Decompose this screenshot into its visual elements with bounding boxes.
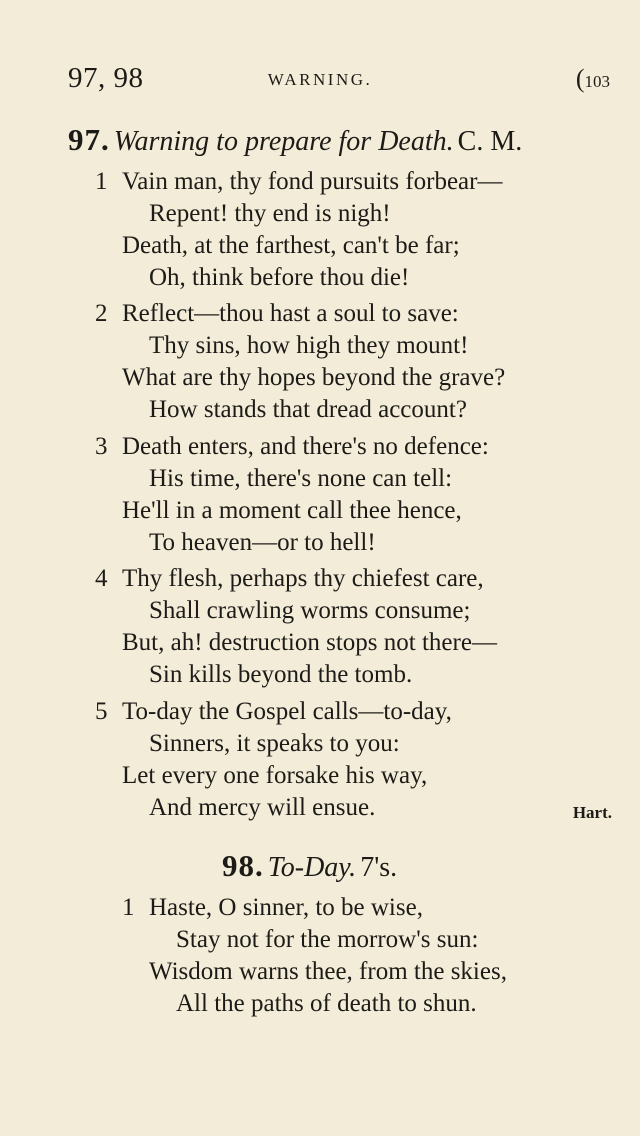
verse-line: 3 Death enters, and there's no defence: xyxy=(95,431,489,463)
hymn-number: 98. xyxy=(222,848,264,883)
verse-line: And mercy will ensue. xyxy=(149,794,376,821)
hymn-title-text: To-Day. xyxy=(267,852,357,883)
verse-number: 1 xyxy=(95,168,108,195)
verse-line: He'll in a moment call thee hence, xyxy=(122,497,462,524)
page-bracket: ( xyxy=(575,64,585,93)
verse-line: But, ah! destruction stops not there— xyxy=(122,629,497,656)
verse-line: 1 Haste, O sinner, to be wise, xyxy=(122,892,423,924)
verse-line: Shall crawling worms consume; xyxy=(149,597,471,624)
verse-line: All the paths of death to shun. xyxy=(176,990,477,1017)
hymn-title-text: Warning to prepare for Death. xyxy=(113,126,454,157)
verse-line: Death, at the farthest, can't be far; xyxy=(122,232,460,259)
verse-line: Sin kills beyond the tomb. xyxy=(149,661,413,688)
hymn-97-title xyxy=(68,122,640,158)
hymn-meter: C. M. xyxy=(457,126,523,157)
verse-number: 2 xyxy=(95,300,108,327)
section-title: WARNING. xyxy=(267,70,373,89)
verse-line: Sinners, it speaks to you: xyxy=(149,730,400,757)
verse-number: 4 xyxy=(95,565,108,592)
verse-number: 5 xyxy=(95,698,108,725)
verse-line: 2 Reflect—thou hast a soul to save: xyxy=(95,298,459,330)
hymn-numbers: 97, 98 xyxy=(68,62,144,94)
verse-line: Oh, think before thou die! xyxy=(149,264,410,291)
hymn-author: Hart. xyxy=(572,803,612,822)
hymn-meter: 7's. xyxy=(360,852,398,883)
verse-line: Thy sins, how high they mount! xyxy=(149,332,469,359)
hymn-98-title xyxy=(222,848,640,884)
page-number: 103 xyxy=(584,72,610,91)
verse-number: 1 xyxy=(122,894,135,921)
page-number-group xyxy=(576,64,610,94)
running-head xyxy=(0,62,640,102)
verse-line: Repent! thy end is nigh! xyxy=(149,200,391,227)
verse-line: What are thy hopes beyond the grave? xyxy=(122,364,506,391)
verse-line: To heaven—or to hell! xyxy=(149,529,376,556)
verse-line: 4 Thy flesh, perhaps thy chiefest care, xyxy=(95,563,484,595)
hymn-number: 97. xyxy=(68,122,110,157)
verse-line: Stay not for the morrow's sun: xyxy=(176,926,479,953)
verse-line: Wisdom warns thee, from the skies, xyxy=(149,958,507,985)
verse-line: 5 To-day the Gospel calls—to-day, xyxy=(95,696,452,728)
verse-line: How stands that dread account? xyxy=(149,396,467,423)
verse-line: 1 Vain man, thy fond pursuits forbear— xyxy=(95,166,502,198)
verse-line: Let every one forsake his way, xyxy=(122,762,428,789)
verse-number: 3 xyxy=(95,433,108,460)
verse-line: His time, there's none can tell: xyxy=(149,465,453,492)
